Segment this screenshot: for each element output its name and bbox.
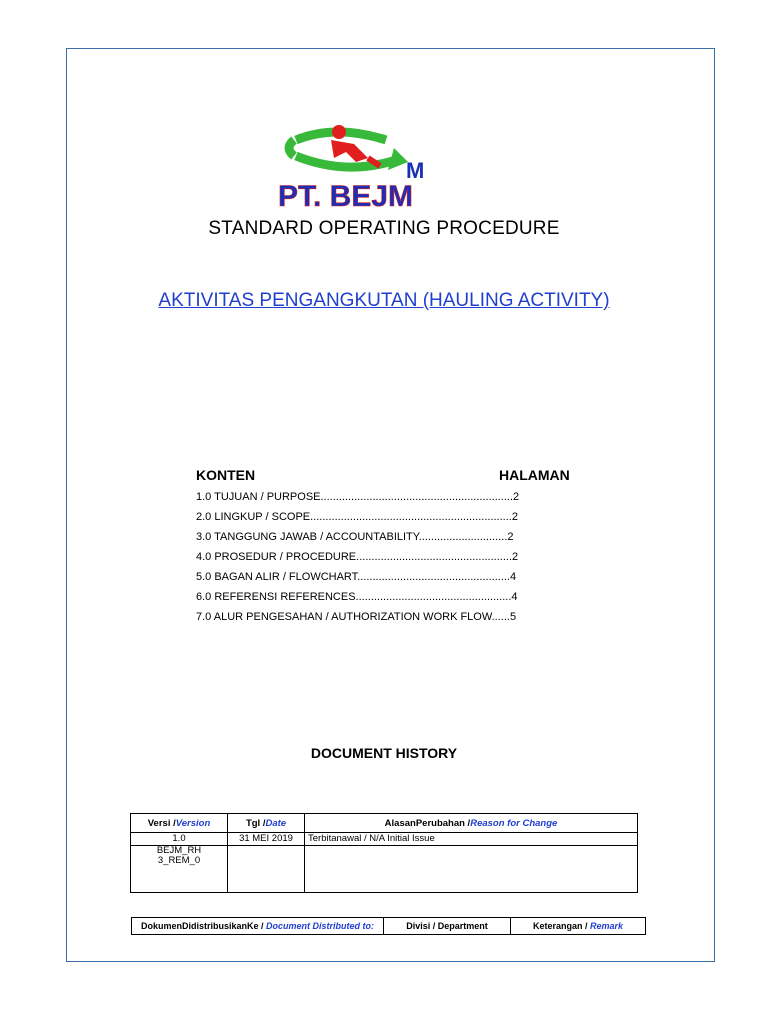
toc-item[interactable]: 5.0 BAGAN ALIR / FLOWCHART..................................................4 [196, 571, 517, 583]
running-man-arrow-logo-icon [276, 118, 466, 210]
distributed-to-header: DokumenDidistribusikanKe / Document Distributed to: [132, 918, 384, 935]
reason-header: AlasanPerubahan /Reason for Change [305, 814, 638, 833]
table-of-contents [196, 490, 556, 630]
department-header: Divisi / Department [384, 918, 511, 935]
toc-item[interactable]: 1.0 TUJUAN / PURPOSE...............................................................2 [196, 491, 520, 503]
remark-header: Keterangan / Remark [511, 918, 646, 935]
document-history-title: DOCUMENT HISTORY [310, 745, 458, 761]
version-cell: 1.0 [131, 833, 228, 846]
version-cell: BEJM_RH 3_REM_0 [131, 846, 228, 893]
toc-header-page: HALAMAN [499, 467, 570, 483]
document-history-table [130, 813, 638, 893]
toc-item[interactable]: 6.0 REFERENSI REFERENCES...................................................4 [196, 591, 518, 603]
distribution-table [131, 917, 646, 935]
version-header: Versi /Version [131, 814, 228, 833]
document-type-title: STANDARD OPERATING PROCEDURE [208, 218, 560, 239]
date-cell [228, 846, 305, 893]
table-row [131, 846, 638, 893]
table-header-row [131, 814, 638, 833]
svg-text:PT. BEJM: PT. BEJM [278, 180, 414, 210]
svg-text:M: M [406, 158, 425, 183]
toc-item[interactable]: 3.0 TANGGUNG JAWAB / ACCOUNTABILITY.............................2 [196, 531, 514, 543]
company-logo [276, 118, 466, 210]
toc-item[interactable]: 7.0 ALUR PENGESAHAN / AUTHORIZATION WORK FLOW......5 [196, 611, 517, 623]
reason-cell [305, 846, 638, 893]
table-row [131, 833, 638, 846]
date-cell: 31 MEI 2019 [228, 833, 305, 846]
table-header-row [132, 918, 646, 935]
procedure-title-link[interactable]: AKTIVITAS PENGANGKUTAN (HAULING ACTIVITY) [158, 290, 610, 311]
toc-item[interactable]: 4.0 PROSEDUR / PROCEDURE...................................................2 [196, 551, 519, 563]
toc-item[interactable]: 2.0 LINGKUP / SCOPE..................................................................2 [196, 511, 518, 523]
reason-cell: Terbitanawal / N/A Initial Issue [305, 833, 638, 846]
toc-header-content: KONTEN [196, 467, 256, 483]
date-header: Tgl /Date [228, 814, 305, 833]
